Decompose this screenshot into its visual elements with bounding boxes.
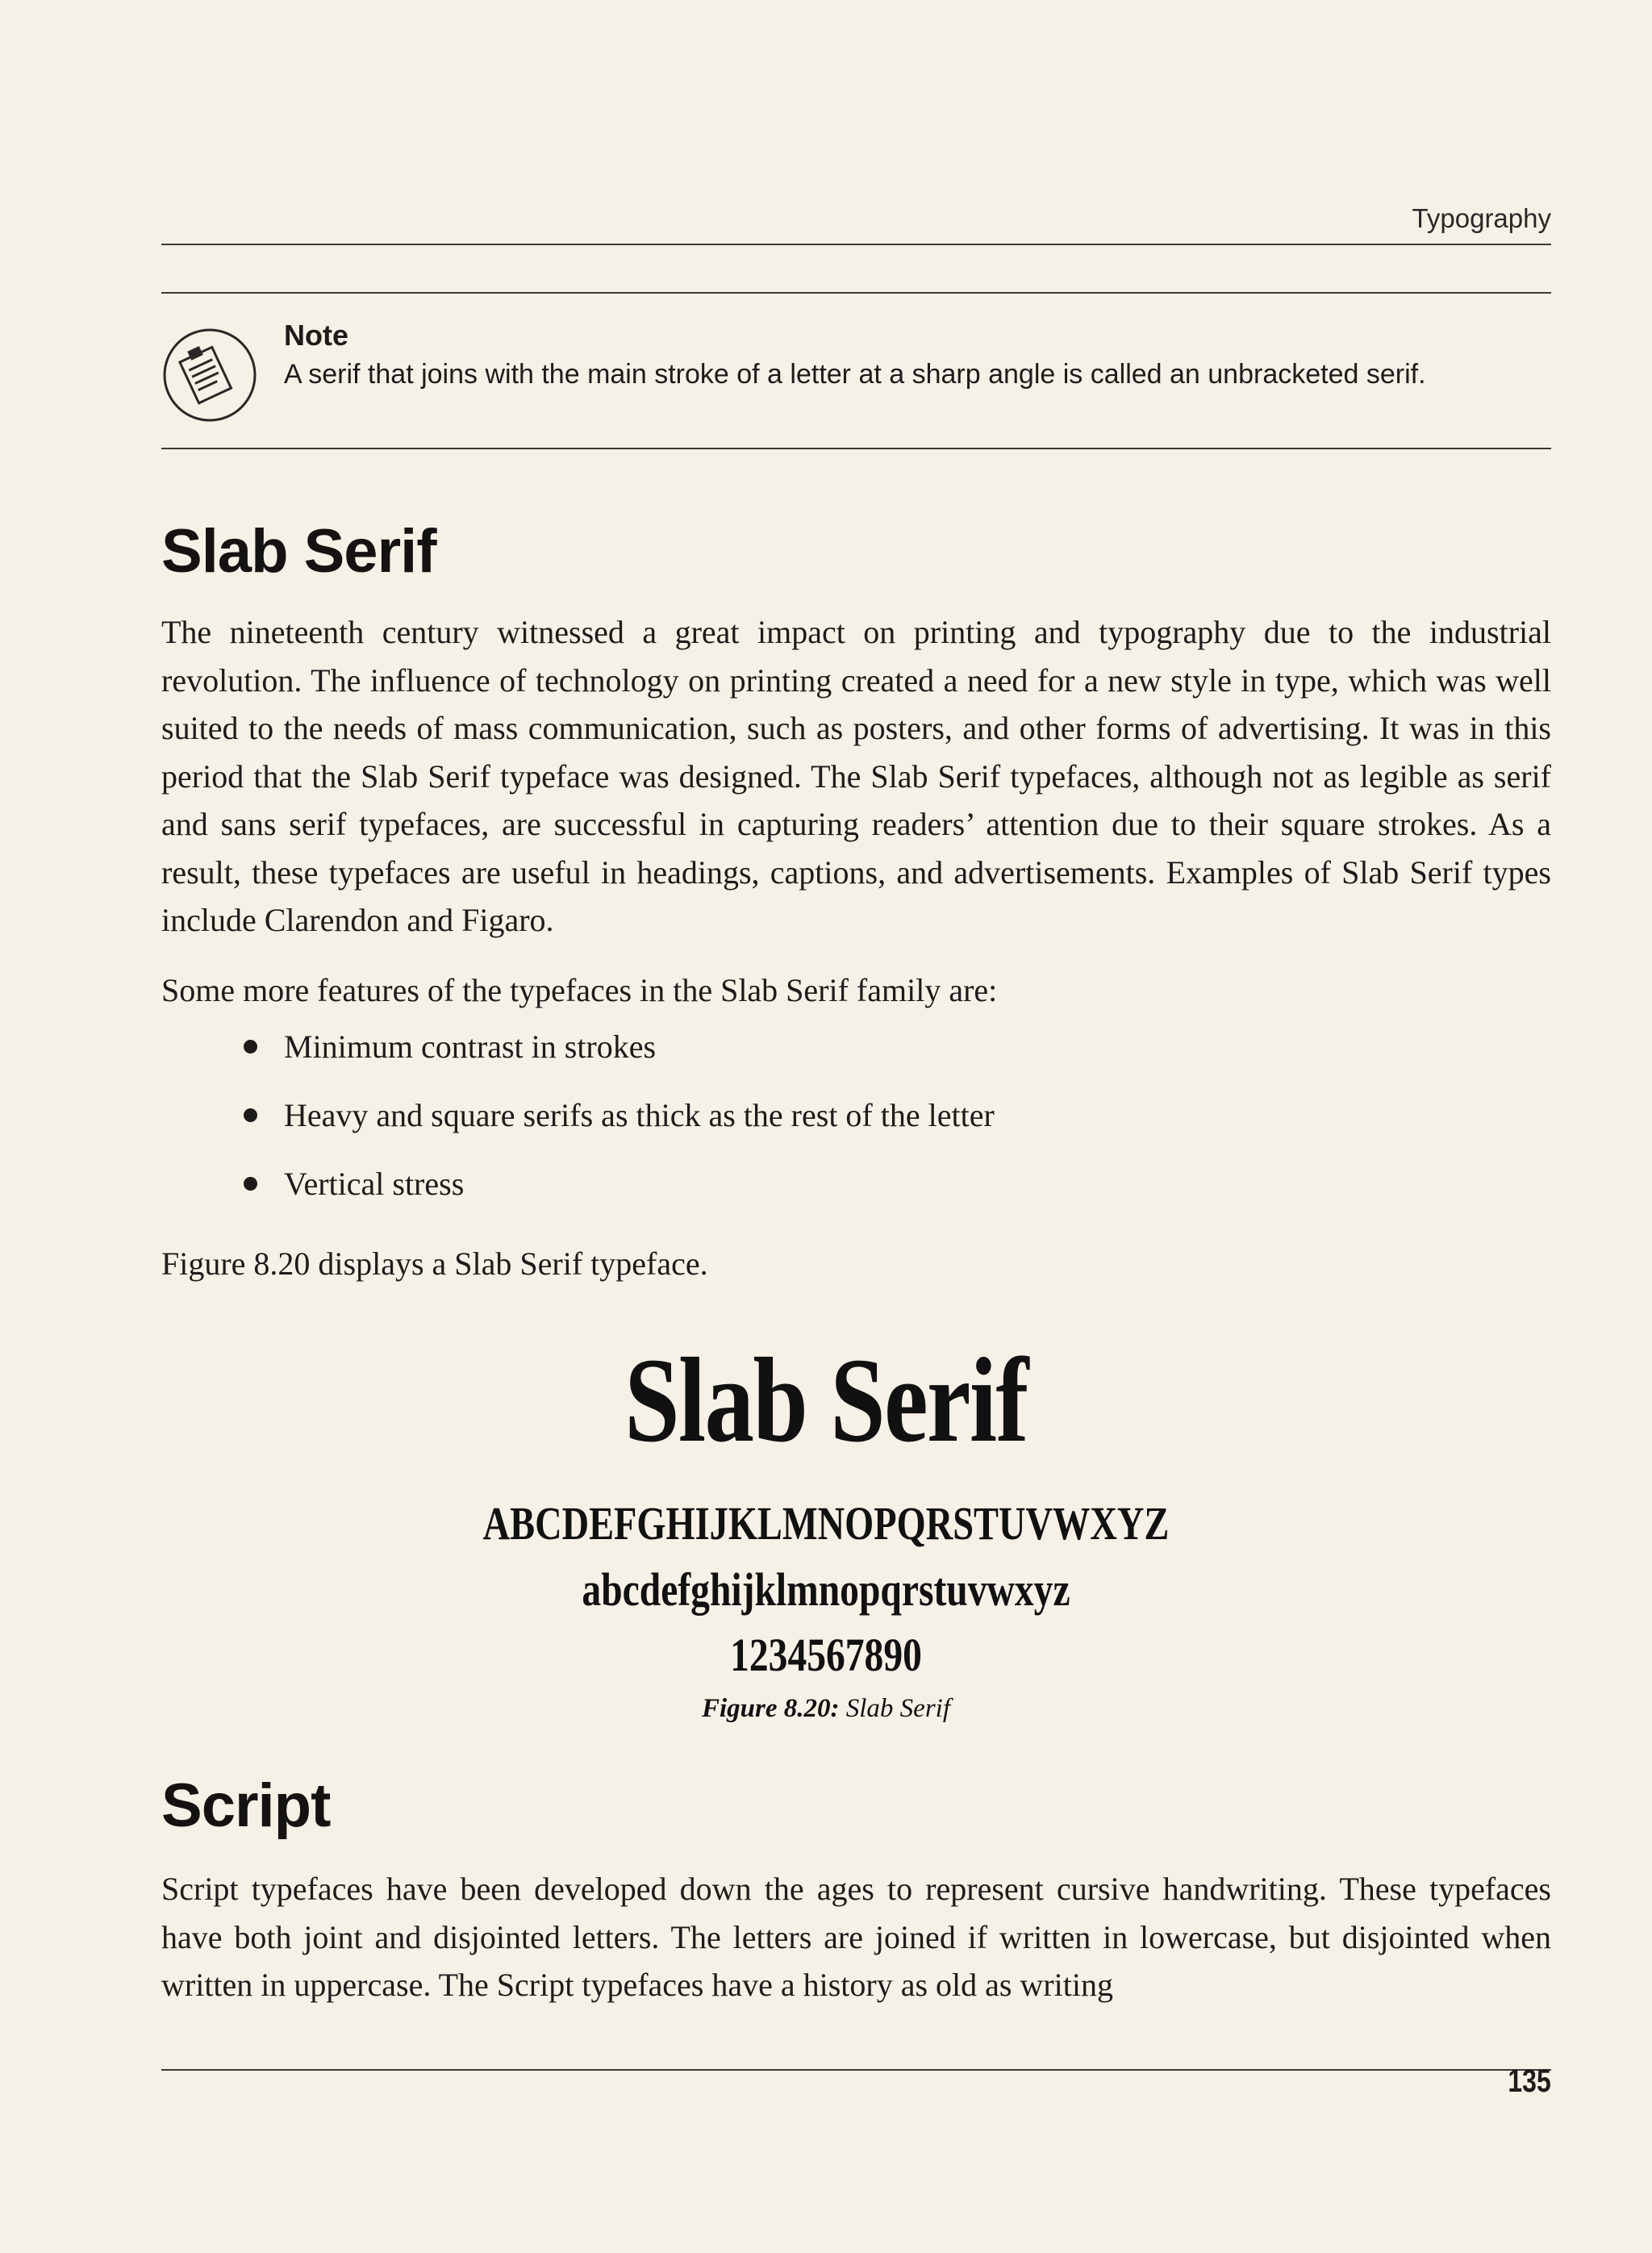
list-item — [242, 1163, 995, 1232]
list-item-text: Vertical stress — [284, 1166, 465, 1202]
list-item-text: Minimum contrast in strokes — [284, 1028, 657, 1065]
list-item — [242, 1026, 995, 1095]
footer-rule — [161, 2069, 1551, 2071]
note-bottom-rule — [161, 448, 1551, 449]
list-item-text: Heavy and square serifs as thick as the rest of the letter — [284, 1097, 995, 1133]
note-text: A serif that joins with the main stroke of a letter at a sharp angle is called an unbracketed serif. — [284, 359, 1426, 390]
running-head: Typography — [1412, 203, 1551, 233]
features-intro: Some more features of the typefaces in the Slab Serif family are: — [161, 972, 998, 1008]
page-number: 135 — [1508, 2063, 1551, 2099]
bullet-icon — [244, 1177, 257, 1191]
header-rule — [161, 244, 1551, 245]
section-heading-script: Script — [161, 1771, 331, 1840]
list-item — [242, 1095, 995, 1163]
figure-uppercase-specimen: ABCDEFGHIJKLMNOPQRSTUVWXYZ — [482, 1497, 1170, 1550]
note-title: Note — [284, 319, 348, 352]
figure-lowercase-specimen: abcdefghijklmnopqrstuvwxyz — [582, 1563, 1070, 1616]
script-paragraph: Script typefaces have been developed down the ages to represent cursive handwriting. These typefaces have both joint and disjointed letters. The letters are joined if written in lowercase, but disjointed when written in uppercase. The Script typefaces have a history as old as writing — [161, 1871, 1551, 2003]
figure-caption-text: Slab Serif — [845, 1694, 950, 1723]
figure-reference: Figure 8.20 displays a Slab Serif typeface. — [161, 1245, 708, 1282]
figure-display-title: Slab Serif — [624, 1333, 1028, 1467]
figure-caption — [0, 1694, 1652, 1724]
figure-caption-label: Figure 8.20: — [701, 1694, 840, 1723]
bullet-icon — [244, 1040, 257, 1053]
slab-serif-paragraph: The nineteenth century witnessed a great impact on printing and typography due to the industrial revolution. The influence of technology on printing created a need for a new style in type, which was well suited to the needs of mass communication, such as posters, and other forms of advertising. It was in this period that the Slab Serif typeface was designed. The Slab Serif typefaces, although not as legible as serif and sans serif typefaces, are successful in capturing readers’ attention due to their square strokes. As a result, these typefaces are useful in headings, captions, and advertisements. Examples of Slab Serif types include Clarendon and Figaro. — [161, 614, 1551, 938]
features-list — [242, 1026, 995, 1232]
section-heading-slab-serif: Slab Serif — [161, 517, 436, 586]
note-top-rule — [161, 292, 1551, 294]
figure-digits-specimen: 1234567890 — [730, 1629, 922, 1681]
bullet-icon — [244, 1108, 257, 1122]
note-icon — [161, 327, 258, 423]
